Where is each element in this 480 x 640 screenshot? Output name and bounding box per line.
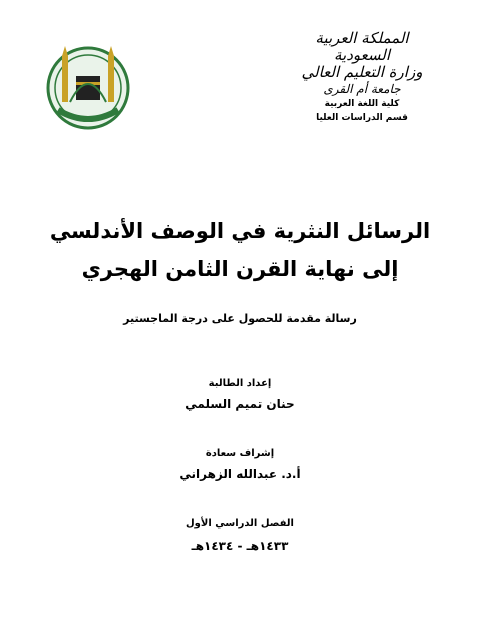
term-label: الفصل الدراسي الأول [186, 518, 294, 529]
title-line-2: إلى نهاية القرن الثامن الهجري [81, 257, 399, 281]
college-name: كلية اللغة العربية [324, 99, 400, 109]
thesis-purpose: رسالة مقدمة للحصول على درجة الماجستير [123, 312, 357, 325]
supervisor-label: إشراف سعادة [205, 448, 275, 459]
kingdom-name: المملكة العربية السعودية [315, 29, 409, 64]
supervisor-section [0, 448, 480, 481]
term-section [0, 518, 480, 553]
university-name: جامعة أم القرى [323, 82, 401, 96]
university-logo [40, 36, 136, 132]
ministry-name: وزارة التعليم العالي [301, 63, 423, 81]
department-name: قسم الدراسات العليا [316, 113, 408, 123]
thesis-title [20, 212, 460, 288]
title-line-1: الرسائل النثرية في الوصف الأندلسي [49, 219, 431, 243]
preparer-label: إعداد الطالبة [208, 378, 272, 389]
preparer-section [0, 378, 480, 411]
supervisor-name: أ.د. عبدالله الزهراني [179, 467, 301, 481]
term-years: ١٤٣٣هـ - ١٤٣٤هـ [191, 539, 289, 553]
institution-header [292, 30, 432, 125]
preparer-name: حنان تميم السلمي [185, 397, 295, 411]
